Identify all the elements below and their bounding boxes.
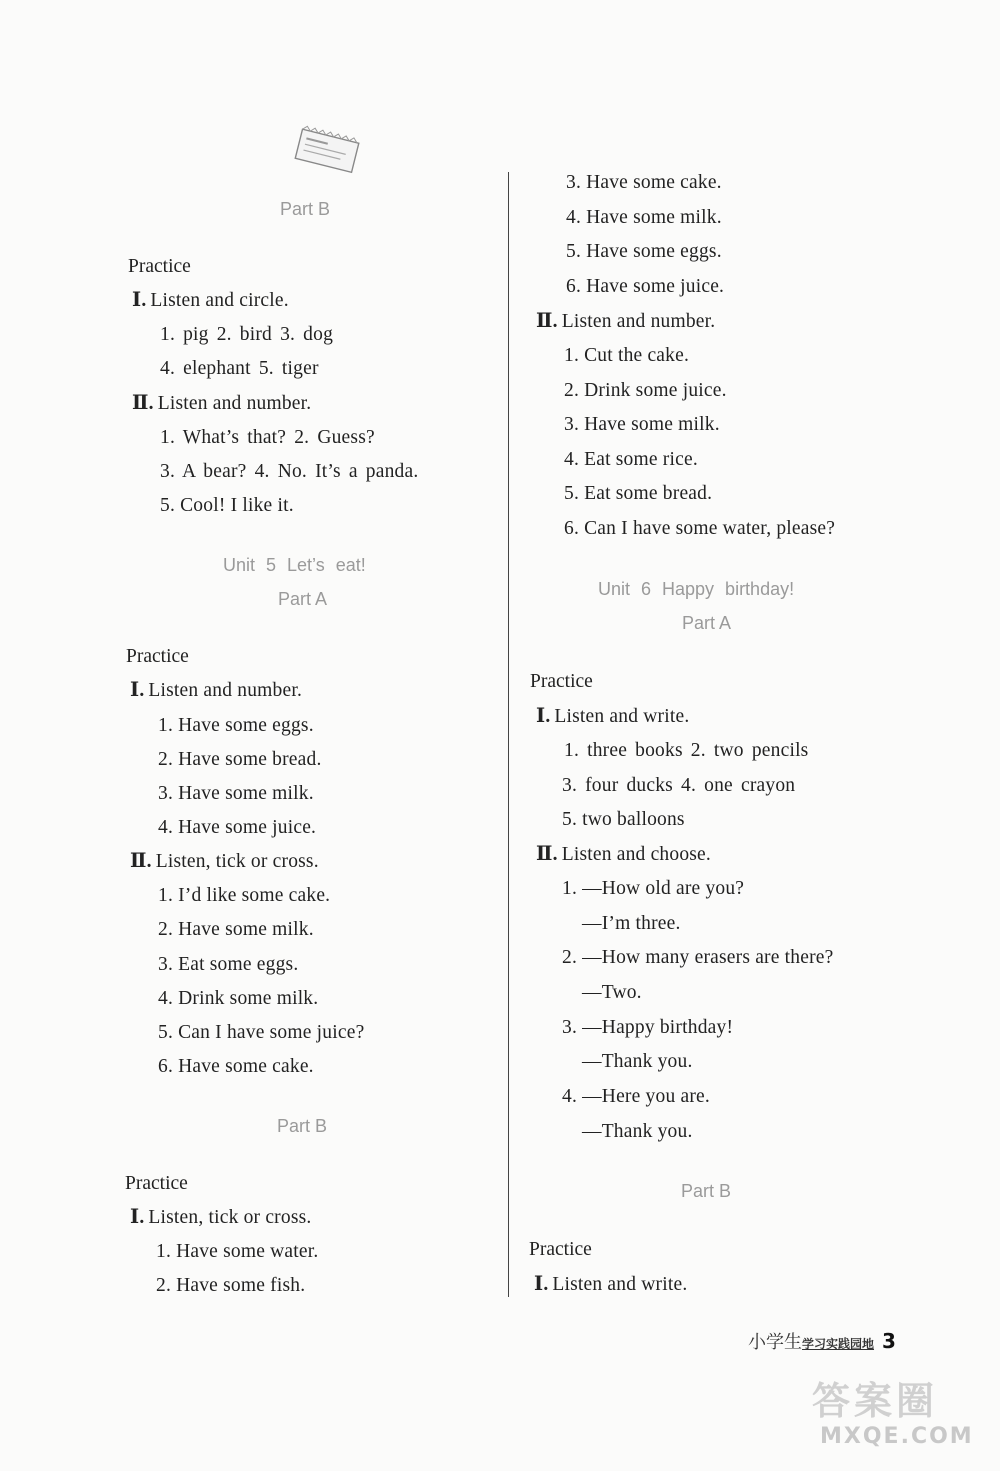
- dialogue-line: —Thank you.: [582, 1121, 693, 1142]
- watermark: [812, 1378, 992, 1468]
- roman-numeral: Ⅰ.: [130, 1207, 145, 1228]
- answer-line: 4. Have some juice.: [158, 817, 317, 838]
- answer-line: 1. Have some eggs.: [158, 715, 314, 736]
- exercise-title: [132, 289, 289, 313]
- exercise-title-text: Listen and number.: [157, 393, 312, 414]
- answer-line: 3. Have some milk.: [564, 414, 720, 435]
- answer-line: 1. Have some water.: [156, 1241, 319, 1262]
- unit-title: Unit 6 Happy birthday!: [598, 579, 795, 599]
- answer-line: 2. Have some bread.: [158, 749, 322, 770]
- answer-line: 6. Have some juice.: [566, 276, 725, 297]
- answer-line: 5. two balloons: [562, 809, 685, 830]
- exercise-title-text: Listen, tick or cross.: [148, 1207, 312, 1228]
- brand-main: 小学生: [748, 1332, 802, 1353]
- exercise-title: [132, 392, 311, 416]
- left-column: [0, 0, 470, 1471]
- exercise-title-text: Listen and choose.: [561, 844, 711, 865]
- exercise-title: [534, 1273, 687, 1297]
- answer-line: 1. three books 2. two pencils: [564, 740, 809, 761]
- dialogue-line: 1. —How old are you?: [562, 878, 745, 899]
- exercise-title: [130, 679, 302, 703]
- answer-line: 2. Have some fish.: [156, 1275, 306, 1296]
- answer-line: 6. Can I have some water, please?: [564, 518, 836, 539]
- page-footer: [748, 1328, 896, 1354]
- practice-heading: Practice: [125, 1173, 188, 1194]
- roman-numeral: Ⅱ.: [536, 311, 558, 332]
- roman-numeral: Ⅱ.: [132, 393, 154, 414]
- answer-line: 1. pig 2. bird 3. dog: [160, 324, 334, 345]
- answer-line: 5. Cool! I like it.: [160, 495, 294, 516]
- roman-numeral: Ⅱ.: [536, 844, 558, 865]
- answer-line: 1. I’d like some cake.: [158, 885, 331, 906]
- dialogue-line: —Thank you.: [582, 1051, 693, 1072]
- answer-line: 3. A bear? 4. No. It’s a panda.: [160, 461, 419, 482]
- roman-numeral: Ⅰ.: [534, 1274, 549, 1295]
- exercise-title-text: Listen and number.: [561, 311, 716, 332]
- answer-line: 1. Cut the cake.: [564, 345, 690, 366]
- exercise-title: [130, 850, 319, 874]
- roman-numeral: Ⅰ.: [132, 290, 147, 311]
- right-column: [500, 0, 970, 1471]
- practice-heading: Practice: [529, 1239, 592, 1260]
- practice-heading: Practice: [128, 256, 191, 277]
- exercise-title-text: Listen and circle.: [150, 290, 289, 311]
- exercise-title-text: Listen and write.: [552, 1274, 688, 1295]
- answer-line: 2. Have some milk.: [158, 919, 314, 940]
- section-heading: Part A: [682, 613, 732, 633]
- dialogue-line: —I’m three.: [582, 913, 681, 934]
- answer-line: 2. Drink some juice.: [564, 380, 727, 401]
- dialogue-line: 3. —Happy birthday!: [562, 1017, 734, 1038]
- roman-numeral: Ⅰ.: [130, 680, 145, 701]
- answer-line: 3. four ducks 4. one crayon: [562, 775, 796, 796]
- practice-heading: Practice: [126, 646, 189, 667]
- section-heading: Part B: [280, 199, 331, 219]
- exercise-title: [130, 1206, 311, 1230]
- page-number: 3: [882, 1329, 896, 1353]
- answer-line: 5. Can I have some juice?: [158, 1022, 365, 1043]
- section-heading: Part B: [681, 1181, 732, 1201]
- answer-line: 3. Have some milk.: [158, 783, 314, 804]
- watermark-bottom: MXQE.COM: [820, 1424, 974, 1449]
- brand-sub: 学习实践园地: [802, 1337, 875, 1351]
- section-heading: Part A: [278, 589, 328, 609]
- dialogue-line: 2. —How many erasers are there?: [562, 947, 834, 968]
- roman-numeral: Ⅱ.: [130, 851, 152, 872]
- dialogue-line: —Two.: [582, 982, 642, 1003]
- practice-heading: Practice: [530, 671, 593, 692]
- roman-numeral: Ⅰ.: [536, 706, 551, 727]
- exercise-title-text: Listen and write.: [554, 706, 690, 727]
- answer-line: 4. Eat some rice.: [564, 449, 698, 470]
- unit-title: Unit 5 Let’s eat!: [223, 555, 366, 575]
- answer-line: 6. Have some cake.: [158, 1056, 314, 1077]
- exercise-title-text: Listen and number.: [148, 680, 303, 701]
- answer-line: 4. Have some milk.: [566, 207, 722, 228]
- section-heading: Part B: [277, 1116, 328, 1136]
- exercise-title: [536, 843, 711, 867]
- exercise-title: [536, 310, 715, 334]
- answer-line: 3. Have some cake.: [566, 172, 722, 193]
- answer-line: 4. elephant 5. tiger: [160, 358, 319, 379]
- dialogue-line: 4. —Here you are.: [562, 1086, 710, 1107]
- answer-line: 5. Have some eggs.: [566, 241, 722, 262]
- answer-line: 1. What’s that? 2. Guess?: [160, 427, 375, 448]
- exercise-title: [536, 705, 689, 729]
- answer-line: 5. Eat some bread.: [564, 483, 713, 504]
- answer-line: 3. Eat some eggs.: [158, 954, 299, 975]
- watermark-top: 答案圈: [812, 1379, 939, 1423]
- answer-line: 4. Drink some milk.: [158, 988, 319, 1009]
- exercise-title-text: Listen, tick or cross.: [155, 851, 319, 872]
